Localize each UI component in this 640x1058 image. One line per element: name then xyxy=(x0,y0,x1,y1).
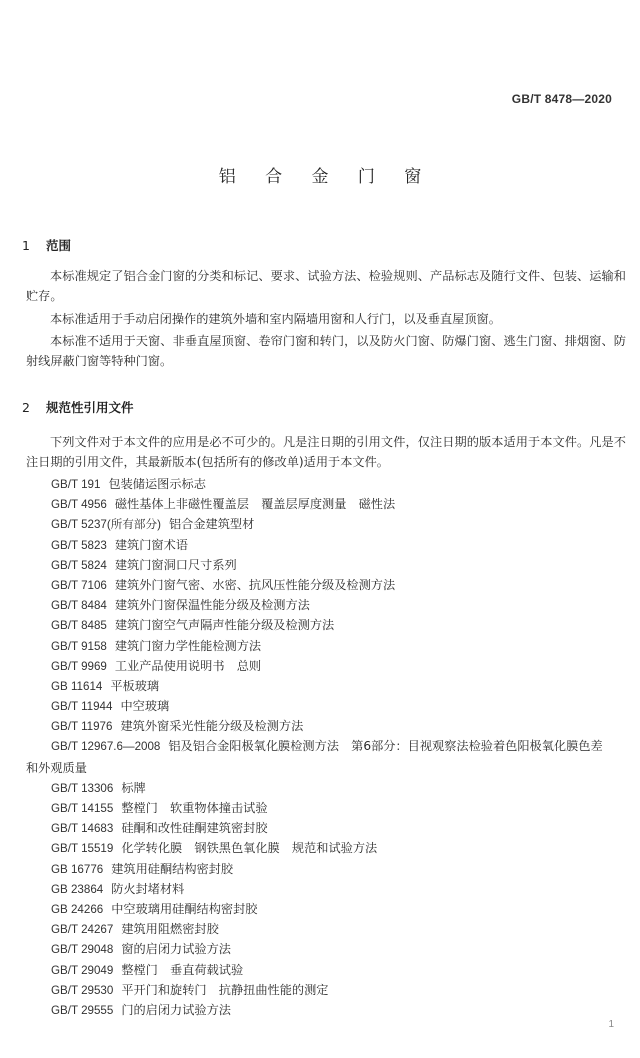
reference-item xyxy=(0,595,640,615)
section-heading-normative-references xyxy=(22,398,134,416)
reference-code: GB/T 11944 xyxy=(51,700,113,714)
reference-code: GB 23864 xyxy=(51,882,104,896)
reference-item xyxy=(0,535,640,555)
reference-code: GB/T 8484 xyxy=(51,599,107,613)
reference-code: GB/T 9969 xyxy=(51,659,107,673)
reference-code: GB/T 191 xyxy=(51,478,101,491)
reference-code: GB 11614 xyxy=(51,679,103,693)
reference-item xyxy=(0,1000,640,1020)
reference-code: GB/T 29049 xyxy=(51,963,114,977)
reference-item xyxy=(0,656,640,676)
reference-title: 建筑门窗力学性能检测方法 xyxy=(114,638,262,653)
reference-title: 建筑用阻燃密封胶 xyxy=(121,922,219,937)
reference-item xyxy=(0,899,640,919)
reference-title: 平开门和旋转门 抗静扭曲性能的测定 xyxy=(121,982,329,997)
paragraph: 本标准不适用于天窗、非垂直屋顶窗、卷帘门窗和转门，以及防火门窗、防爆门窗、逃生门窗、排烟窗、防射线屏蔽门窗等特种门窗。 xyxy=(26,334,626,368)
reference-code: GB/T 29555 xyxy=(51,1003,114,1017)
section-title: 规范性引用文件 xyxy=(46,400,134,415)
reference-item xyxy=(0,514,640,534)
reference-title: 窗的启闭力试验方法 xyxy=(121,942,231,957)
reference-title: 铝及铝合金阳极氧化膜检测方法 第6部分：目视观察法检验着色阳极氧化膜色差和外观质量 xyxy=(26,739,603,775)
reference-title: 建筑外窗采光性能分级及检测方法 xyxy=(120,719,304,734)
section-number: 2 xyxy=(22,400,30,415)
reference-item xyxy=(0,919,640,939)
reference-item xyxy=(0,859,640,879)
reference-item xyxy=(0,555,640,575)
reference-item xyxy=(0,636,640,656)
reference-title: 建筑外门窗气密、水密、抗风压性能分级及检测方法 xyxy=(114,577,396,592)
document-title: 铝 合 金 门 窗 xyxy=(218,167,434,187)
reference-code: GB/T 5237(所有部分) xyxy=(51,518,161,532)
reference-item xyxy=(0,778,640,798)
section-heading-scope xyxy=(22,236,71,254)
reference-title: 整樘门 垂直荷载试验 xyxy=(121,962,244,977)
reference-code: GB/T 12967.6—2008 xyxy=(51,740,161,754)
reference-code: GB/T 5824 xyxy=(51,558,107,572)
reference-code: GB/T 11976 xyxy=(51,720,113,734)
reference-title: 标牌 xyxy=(121,780,146,795)
standard-code: GB/T 8478—2020 xyxy=(511,92,612,106)
reference-title: 包装储运图示标志 xyxy=(108,477,206,491)
reference-item xyxy=(0,474,640,494)
reference-code: GB/T 9158 xyxy=(51,639,107,653)
reference-title: 化学转化膜 钢铁黑色氧化膜 规范和试验方法 xyxy=(121,841,378,856)
reference-item xyxy=(0,980,640,1000)
reference-item xyxy=(0,838,640,858)
reference-title: 建筑用硅酮结构密封胶 xyxy=(111,861,234,876)
reference-code: GB/T 15519 xyxy=(51,842,114,856)
reference-code: GB 16776 xyxy=(51,862,104,876)
reference-code: GB/T 14683 xyxy=(51,822,114,836)
reference-code: GB 24266 xyxy=(51,902,104,916)
reference-item xyxy=(0,798,640,818)
reference-item xyxy=(0,939,640,959)
reference-code: GB/T 29048 xyxy=(51,943,114,957)
reference-code: GB/T 13306 xyxy=(51,781,114,795)
reference-title: 建筑门窗洞口尺寸系列 xyxy=(114,557,237,572)
reference-item xyxy=(0,615,640,635)
reference-title: 中空玻璃 xyxy=(120,699,170,714)
reference-title: 门的启闭力试验方法 xyxy=(121,1002,231,1017)
reference-item xyxy=(0,716,640,736)
reference-title: 磁性基体上非磁性覆盖层 覆盖层厚度测量 磁性法 xyxy=(114,497,396,512)
paragraph: 下列文件对于本文件的应用是必不可少的。凡是注日期的引用文件，仅注日期的版本适用于本文件。凡是不注日期的引用文件，其最新版本(包括所有的修改单)适用于本文件。 xyxy=(26,435,626,469)
reference-code: GB/T 29530 xyxy=(51,983,114,997)
reference-item xyxy=(0,696,640,716)
reference-title: 建筑外门窗保温性能分级及检测方法 xyxy=(114,598,310,613)
reference-code: GB/T 5823 xyxy=(51,538,107,552)
reference-item xyxy=(0,575,640,595)
page-number: 1 xyxy=(608,1019,614,1030)
reference-title: 硅酮和改性硅酮建筑密封胶 xyxy=(121,821,268,836)
reference-title: 建筑门窗空气声隔声性能分级及检测方法 xyxy=(114,618,335,633)
reference-item xyxy=(0,494,640,514)
reference-item xyxy=(0,818,640,838)
paragraph: 本标准规定了铝合金门窗的分类和标记、要求、试验方法、检验规则、产品标志及随行文件、包装、运输和贮存。 xyxy=(26,269,626,303)
reference-list xyxy=(0,474,640,1020)
reference-code: GB/T 4956 xyxy=(51,498,107,512)
reference-title: 平板玻璃 xyxy=(110,678,160,693)
reference-title: 中空玻璃用硅酮结构密封胶 xyxy=(111,901,258,916)
reference-title: 防火封堵材料 xyxy=(111,881,185,896)
reference-code: GB/T 8485 xyxy=(51,619,107,633)
reference-item xyxy=(0,676,640,696)
reference-code: GB/T 14155 xyxy=(51,802,114,816)
reference-title: 铝合金建筑型材 xyxy=(168,517,255,532)
reference-item xyxy=(26,736,606,777)
reference-title: 建筑门窗术语 xyxy=(114,537,188,552)
section-title: 范围 xyxy=(46,238,72,253)
reference-title: 整樘门 软重物体撞击试验 xyxy=(121,801,268,816)
reference-code: GB/T 24267 xyxy=(51,923,114,937)
reference-item xyxy=(0,960,640,980)
reference-code: GB/T 7106 xyxy=(51,578,107,592)
paragraph: 本标准适用于手动启闭操作的建筑外墙和室内隔墙用窗和人行门，以及垂直屋顶窗。 xyxy=(50,312,501,326)
reference-title: 工业产品使用说明书 总则 xyxy=(114,658,262,673)
reference-item xyxy=(0,879,640,899)
section-number: 1 xyxy=(22,238,30,253)
